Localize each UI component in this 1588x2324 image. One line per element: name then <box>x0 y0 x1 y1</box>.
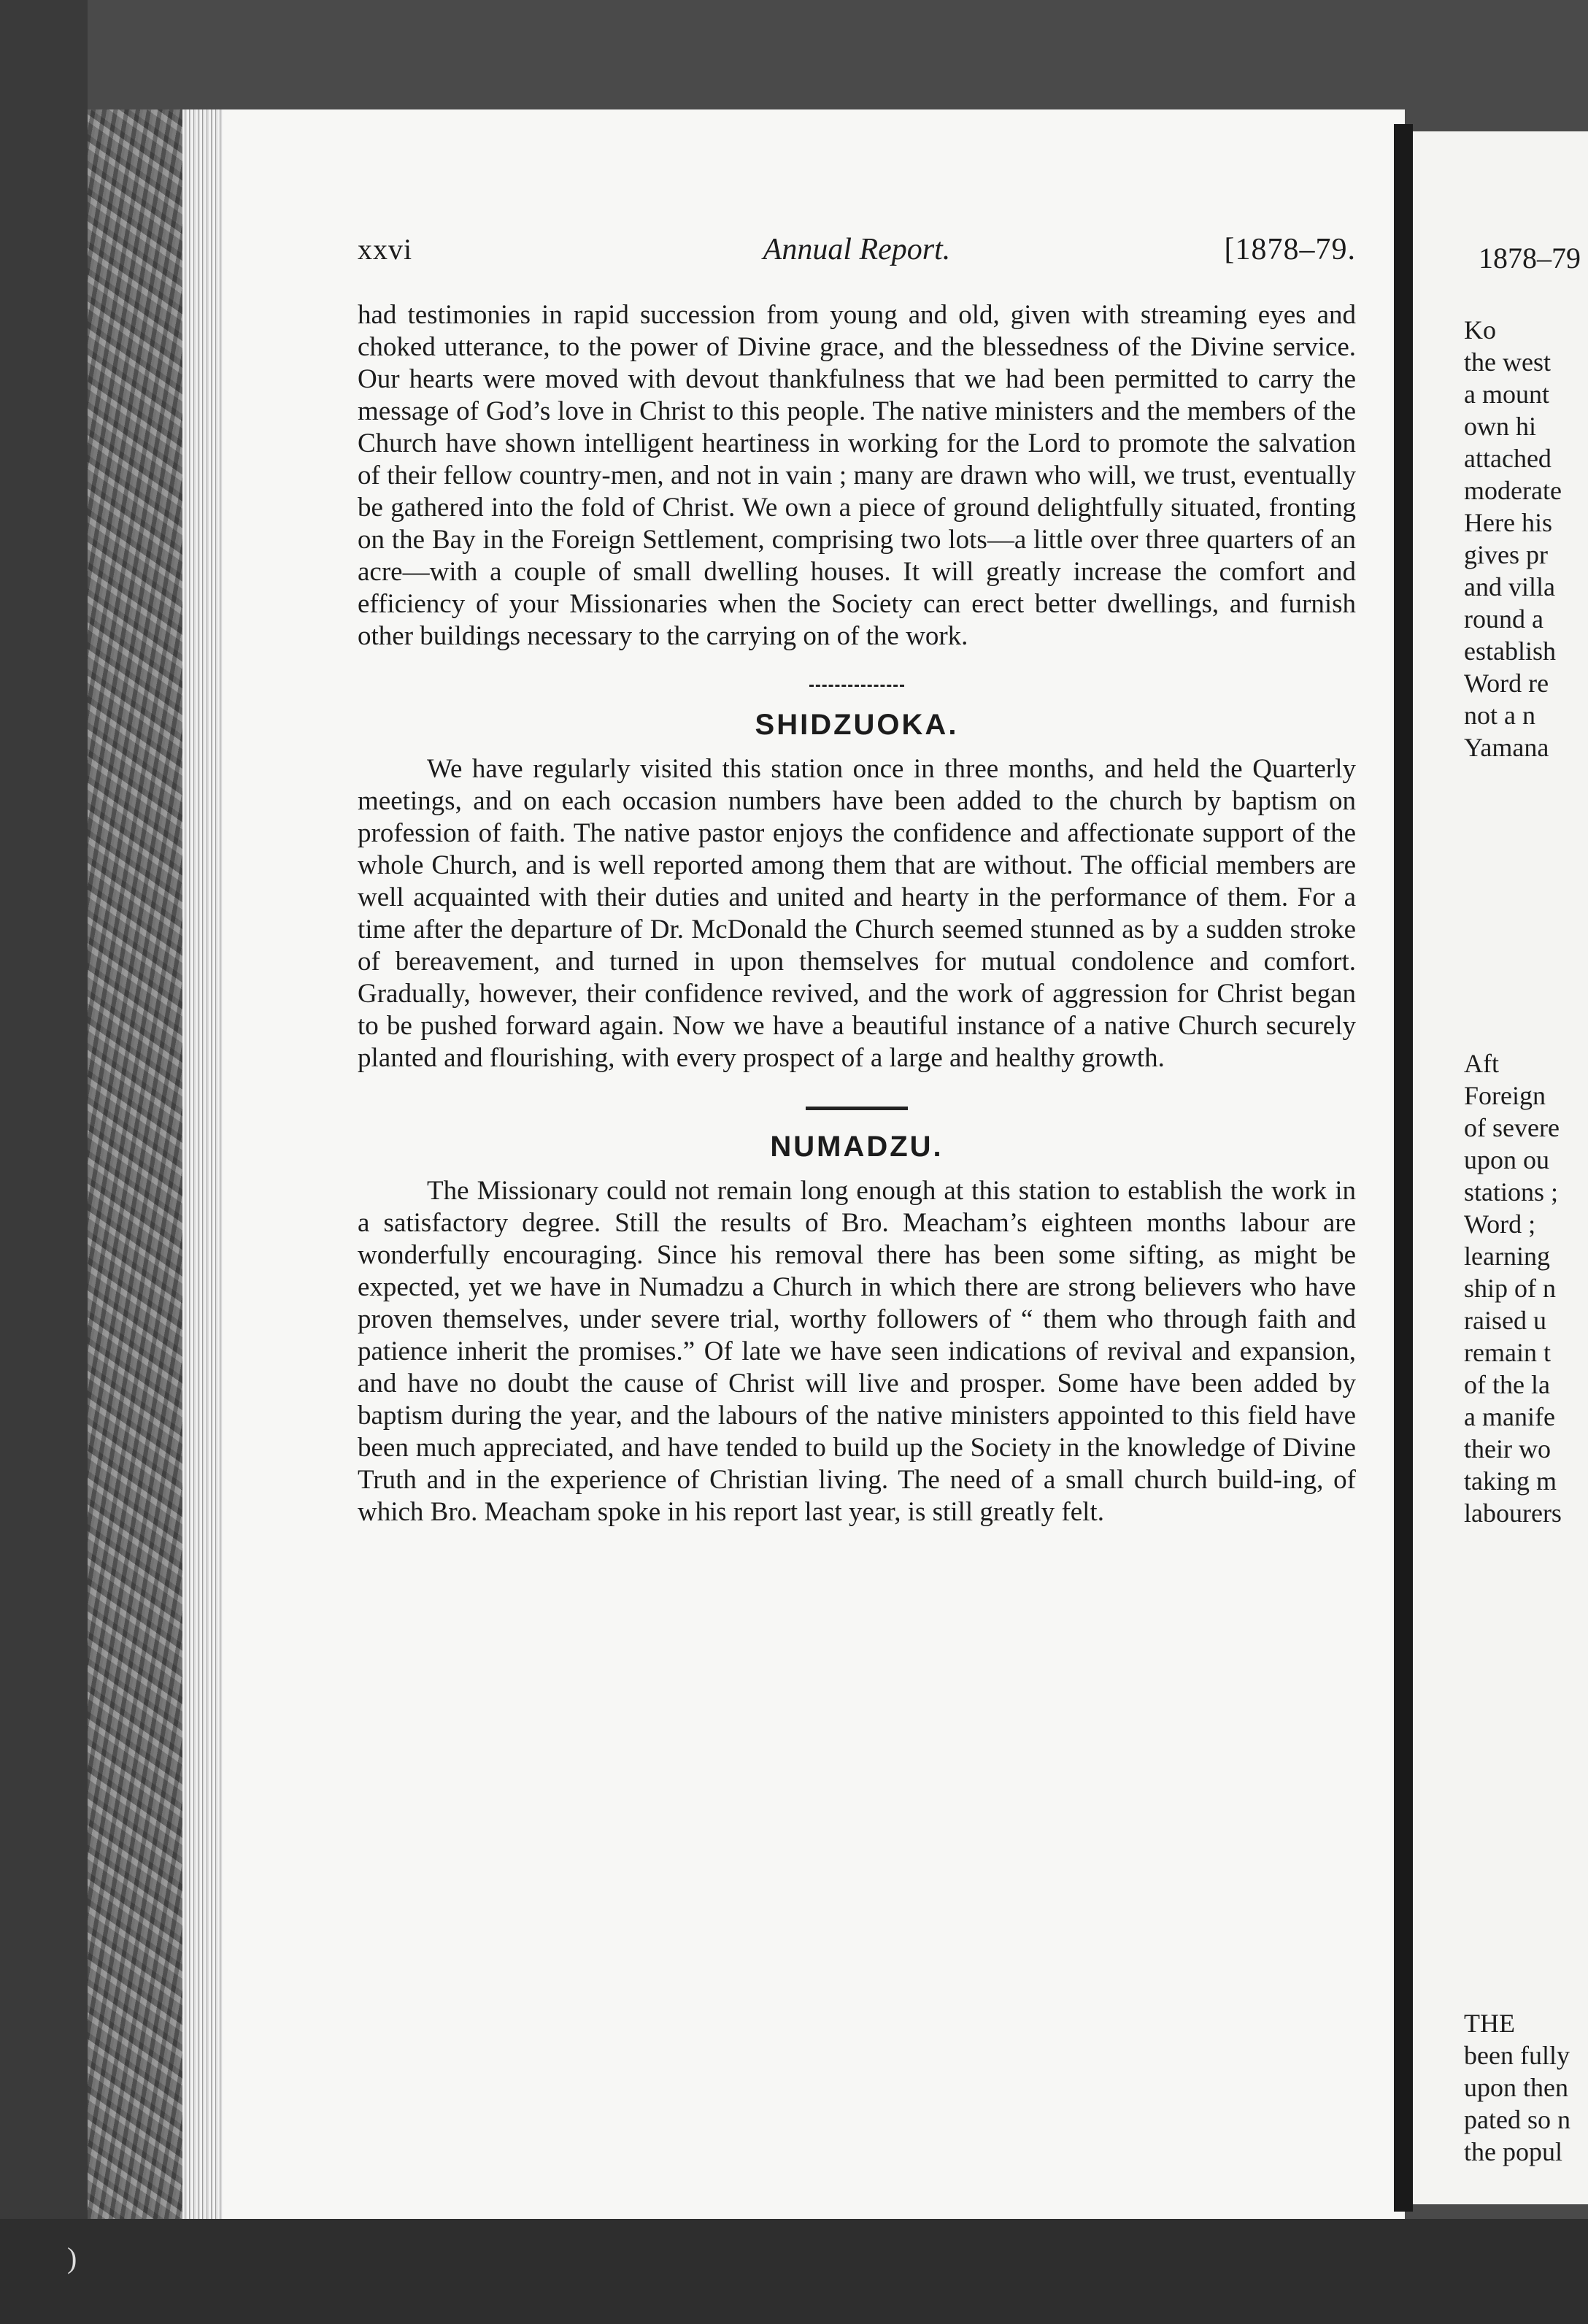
marbled-page-edge <box>88 109 197 2219</box>
running-head <box>358 232 1356 276</box>
section-text-numadzu: The Missionary could not remain long enough at this station to establish the work in a satisfactory degree. Still the results of Bro. Meacham’s eighteen months labour are wonderfully encouraging. Since his removal there has been some sifting, as might be expected, yet we have in Numadzu a Church in which there are strong believers who have proven themselves, under severe trial, worthy followers of “ them who through faith and patience inherit the promises.” Of late we have seen indications of revival and expansion, and have no doubt the cause of Christ will live and prosper. Some have been added by baptism during the year, and the labours of the native ministers appointed to this field have been much appreciated, and have tended to build up the Society in the knowledge of Divine Truth and in the experience of Christian living. The need of a small church build-ing, of which Bro. Meacham spoke in his report last year, is still greatly felt. <box>358 1176 1356 1527</box>
right-page-line: moderate <box>1464 476 1562 505</box>
right-page-line: Word re <box>1464 669 1549 698</box>
right-page-line: of the la <box>1464 1370 1550 1399</box>
opening-paragraph: had testimonies in rapid succession from young and old, given with streaming eyes and choked utterance, to the power of Divine grace, and the blessedness of the Divine service. Our hearts were moved with devout thankfulness that we had been permitted to carry the message of God’s love in Christ to this people. The native ministers and the members of the Church have shown intelligent heartiness in working for the Lord to promote the salvation of their fellow country-men, and not in vain ; many are drawn who will, we trust, eventually be gathered into the fold of Christ. We own a piece of ground delightfully situated, fronting on the Bay in the Foreign Settlement, comprising two lots—a little over three quarters of an acre—with a couple of small dwelling houses. It will greatly increase the comfort and efficiency of your Missionaries when the Society can erect better dwellings, and furnish other buildings necessary to the carrying on of the work. <box>358 300 1356 651</box>
right-page-lines-middle <box>1464 1047 1562 1529</box>
right-page-line: of severe <box>1464 1113 1560 1142</box>
book-page-edges <box>182 109 226 2219</box>
right-page-line: pated so n <box>1464 2105 1570 2134</box>
page-number: xxvi <box>358 233 413 266</box>
right-page-line: the popul <box>1464 2137 1562 2166</box>
right-page-line: upon then <box>1464 2073 1568 2102</box>
right-page-line: labourers <box>1464 1498 1562 1528</box>
book-gutter <box>1394 124 1413 2212</box>
right-page-line: attached <box>1464 444 1552 473</box>
right-page-line: Here his <box>1464 508 1552 537</box>
section-text-shidzuoka: We have regularly visited this station once in three months, and held the Quarterly meetings, and on each occasion numbers have been added to the church by baptism on profession of faith. The native pastor enjoys the confidence and affectionate support of the whole Church, and is well reported among them that are without. The official members are well acquainted with their duties and united and hearty in the performance of them. For a time after the departure of Dr. McDonald the Church seemed stunned as by a sudden stroke of bereavement, and turned in upon themselves for mutual condolence and comfort. Gradually, however, their confidence revived, and the work of aggression for Christ began to be pushed forward again. Now we have a beautiful instance of a native Church securely planted and flourishing, with every prospect of a large and healthy growth. <box>358 754 1356 1073</box>
section-divider-rule <box>806 1107 908 1110</box>
right-page-lines-top <box>1464 314 1562 763</box>
right-page-line: learning <box>1464 1242 1550 1271</box>
right-page-partial <box>1413 131 1588 2204</box>
right-page-line: a mount <box>1464 380 1549 409</box>
margin-mark: ) <box>67 2242 77 2274</box>
page-body <box>358 299 1356 1528</box>
right-page-line: been fully <box>1464 2041 1570 2070</box>
right-page-running-head: 1878–79 <box>1479 242 1581 274</box>
right-page-line: gives pr <box>1464 540 1548 569</box>
right-page-line: remain t <box>1464 1338 1551 1367</box>
right-page-line: Ko <box>1464 315 1496 345</box>
section-heading-shidzuoka: SHIDZUOKA. <box>755 709 959 741</box>
scanner-background-left <box>0 0 88 2324</box>
right-page-line: Aft <box>1464 1049 1499 1078</box>
report-year: [1878–79. <box>1224 233 1356 266</box>
right-page-lines-bottom <box>1464 2007 1570 2168</box>
right-page-line: Yamana <box>1464 733 1549 762</box>
right-page-line: upon ou <box>1464 1145 1549 1174</box>
right-page-line: Word ; <box>1464 1209 1543 1239</box>
right-page-line: and villa <box>1464 572 1555 601</box>
right-page-line: not a n <box>1464 701 1535 730</box>
right-page-line: THE <box>1464 2009 1515 2038</box>
report-title: Annual Report. <box>763 233 951 266</box>
right-page-line: the west <box>1464 347 1551 377</box>
right-page-line: round a <box>1464 604 1543 634</box>
right-page-line: stations ; <box>1464 1177 1559 1207</box>
right-page-line: Foreign <box>1464 1081 1546 1110</box>
right-page-line: their wo <box>1464 1434 1551 1463</box>
right-page-line: a manife <box>1464 1402 1555 1431</box>
right-page-line: raised u <box>1464 1306 1546 1335</box>
right-page-line: own hi <box>1464 412 1536 441</box>
section-divider-dashed <box>809 685 904 687</box>
right-page-line: establish <box>1464 636 1556 666</box>
section-heading-numadzu: NUMADZU. <box>770 1131 944 1163</box>
right-page-line: taking m <box>1464 1466 1557 1496</box>
right-page-line: ship of n <box>1464 1274 1556 1303</box>
scanner-background-bottom <box>0 2219 1588 2324</box>
